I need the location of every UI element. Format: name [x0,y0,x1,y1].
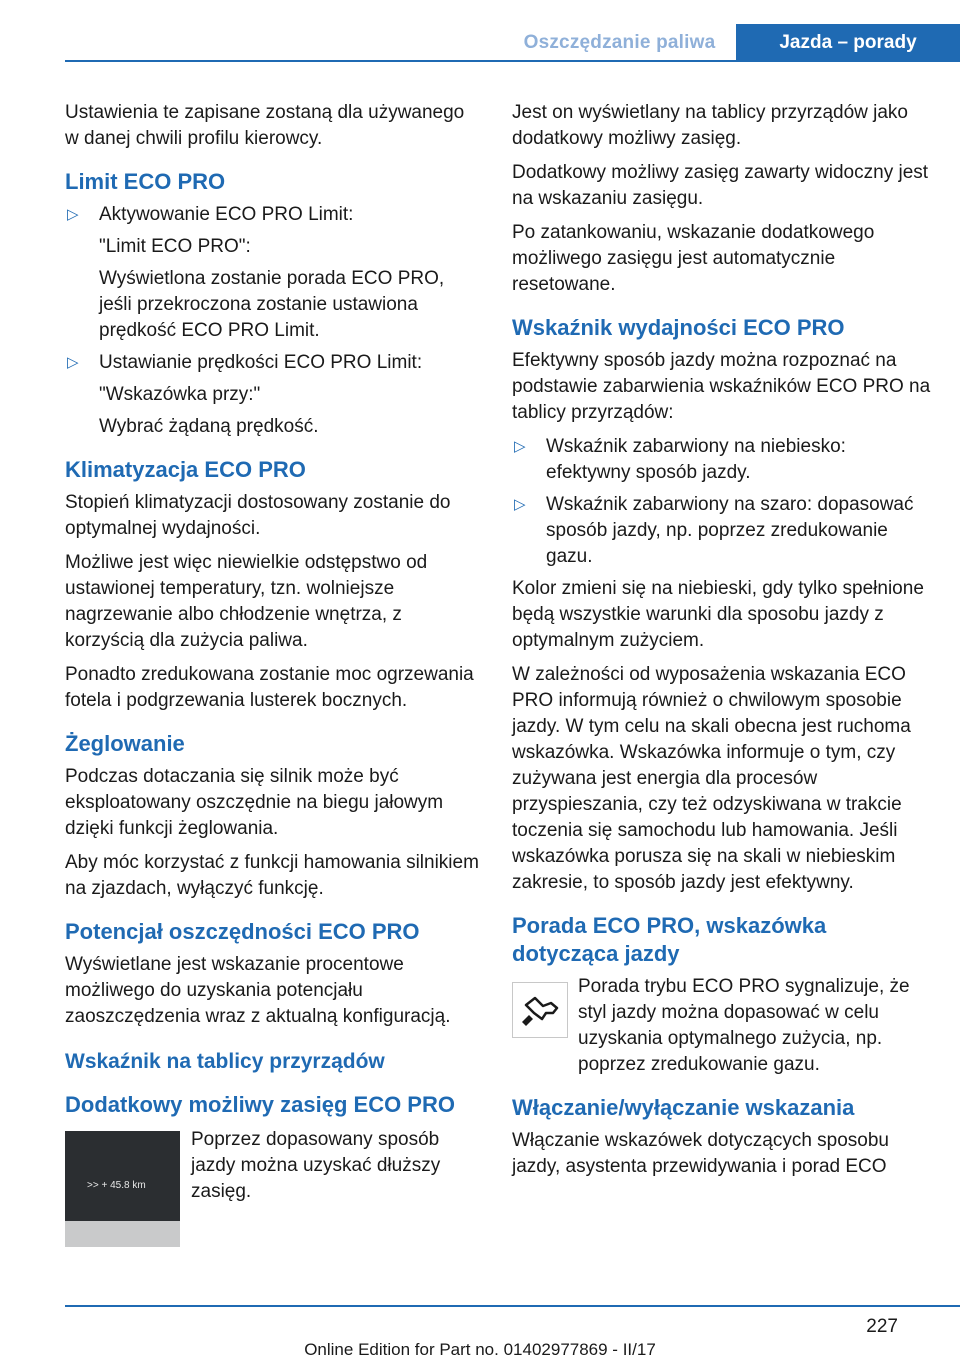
left-column [65,100,480,1245]
paragraph: Możliwe jest więc niewielkie odstępstwo od ustawionej temperatury, tzn. wolniejsze nagrzewanie albo chłodzenie wnętrza, z korzyścią dla zużycia paliwa. [65,552,428,651]
klimatyzacja-heading: Klimatyzacja ECO PRO [65,457,306,482]
header-chapter-tab: Oszczędzanie paliwa [523,32,716,53]
intro-paragraph: Ustawienia te zapisane zostaną dla używanego w danej chwili profilu kierowcy. [65,102,465,149]
porada-section [512,974,932,1078]
list-item: ▷ Aktywowanie ECO PRO Limit: "Limit ECO PRO": Wyświetlona zostanie porada ECO PRO, jeśli przekroczona zostanie ustawiona prędkość ECO PRO Limit. [67,204,445,341]
page-header [0,0,960,62]
list-item: ▷ Wskaźnik zabarwiony na niebiesko: efektywny sposób jazdy. [514,436,846,483]
porada-heading: Porada ECO PRO, wskazówka dotycząca jazdy [512,913,827,966]
wydajnosc-list [512,434,932,570]
paragraph: Aby móc korzystać z funkcji hamowania silnikiem na zjazdach, wyłączyć funkcję. [65,852,479,899]
paragraph: Jest on wyświetlany na tablicy przyrządów jako dodatkowy możliwy zasięg. [512,102,909,149]
footer-divider [65,1305,960,1307]
zasieg-heading: Dodatkowy możliwy zasięg ECO PRO [65,1092,455,1117]
wydajnosc-heading: Wskaźnik wydajności ECO PRO [512,315,845,340]
paragraph: Po zatankowaniu, wskazanie dodatkowego możliwego zasięgu jest automatycznie resetowane. [512,222,875,295]
limit-list [65,202,480,440]
paragraph: Dodatkowy możliwy zasięg zawarty widoczny jest na wskazaniu zasięgu. [512,162,929,209]
right-column [512,100,932,1188]
paragraph: Kolor zmieni się na niebieski, gdy tylko spełnione będą wszystkie warunki dla sposobu jazdy z optymalnym zużyciem. [512,578,924,651]
image-bottom-strip [65,1221,180,1247]
header-section-tab: Jazda – porady [736,24,960,62]
wlaczanie-heading: Włączanie/wyłączanie wskazania [512,1095,855,1120]
zasieg-section [65,1125,480,1245]
list-item: ▷ Ustawianie prędkości ECO PRO Limit: "Wskazówka przy:" Wybrać żądaną prędkość. [67,352,423,437]
paragraph: Włączanie wskazówek dotyczących sposobu jazdy, asystenta przewidywania i porad ECO [512,1130,890,1177]
driving-tip-icon [512,982,568,1038]
zeglowanie-heading: Żeglowanie [65,731,185,756]
range-readout: >> + 45.8 km [87,1180,146,1191]
list-item: ▷ Wskaźnik zabarwiony na szaro: dopasować sposób jazdy, np. poprzez zredukowanie gazu. [514,494,914,567]
page-number: 227 [866,1316,898,1337]
triangle-bullet-icon: ▷ [514,496,526,513]
paragraph: Podczas dotaczania się silnik może być eksploatowany oszczędnie na biegu jałowym dzięki funkcji żeglowania. [65,766,444,839]
wskaznik-heading: Wskaźnik na tablicy przyrządów [65,1050,385,1073]
header-divider [65,60,960,62]
triangle-bullet-icon: ▷ [67,206,79,223]
paragraph: Wyświetlane jest wskazanie procentowe możliwego do uzyskania potencjału zaoszczędzenia wraz z aktualną konfiguracją. [65,954,451,1027]
paragraph: W zależności od wyposażenia wskazania ECO PRO informują również o chwilowym sposobie jazdy. W tym celu na skali obecna jest ruchoma wskazówka. Wskazówka informuje o tym, czy zużywana jest energia dla procesów przyspieszania, czy też odzyskiwana w trakcie toczenia się samochodu lub hamowania. Jeśli wskazówka porusza się na skali w niebieskim zakresie, to sposób jazdy jest efektywny. [512,664,911,893]
paragraph: Ponadto zredukowana zostanie moc ogrzewania fotela i podgrzewania lusterek bocznych. [65,664,474,711]
limit-eco-pro-heading: Limit ECO PRO [65,169,226,194]
triangle-bullet-icon: ▷ [514,438,526,455]
paragraph: Efektywny sposób jazdy można rozpoznać na podstawie zabarwienia wskaźników ECO PRO na tablicy przyrządów: [512,350,931,423]
paragraph: Stopień klimatyzacji dostosowany zostanie do optymalnej wydajności. [65,492,451,539]
instrument-display-image [65,1131,180,1247]
footer-edition: Online Edition for Part no. 01402977869 - II/17 [304,1340,656,1359]
paragraph: Porada trybu ECO PRO sygnalizuje, że styl jazdy można dopasować w celu uzyskania optymalnego zużycia, np. poprzez zredukowanie gazu. [578,976,910,1075]
paragraph: Poprzez dopasowany sposób jazdy można uzyskać dłuższy zasięg. [191,1129,441,1202]
triangle-bullet-icon: ▷ [67,354,79,371]
potencjal-heading: Potencjał oszczędności ECO PRO [65,919,420,944]
